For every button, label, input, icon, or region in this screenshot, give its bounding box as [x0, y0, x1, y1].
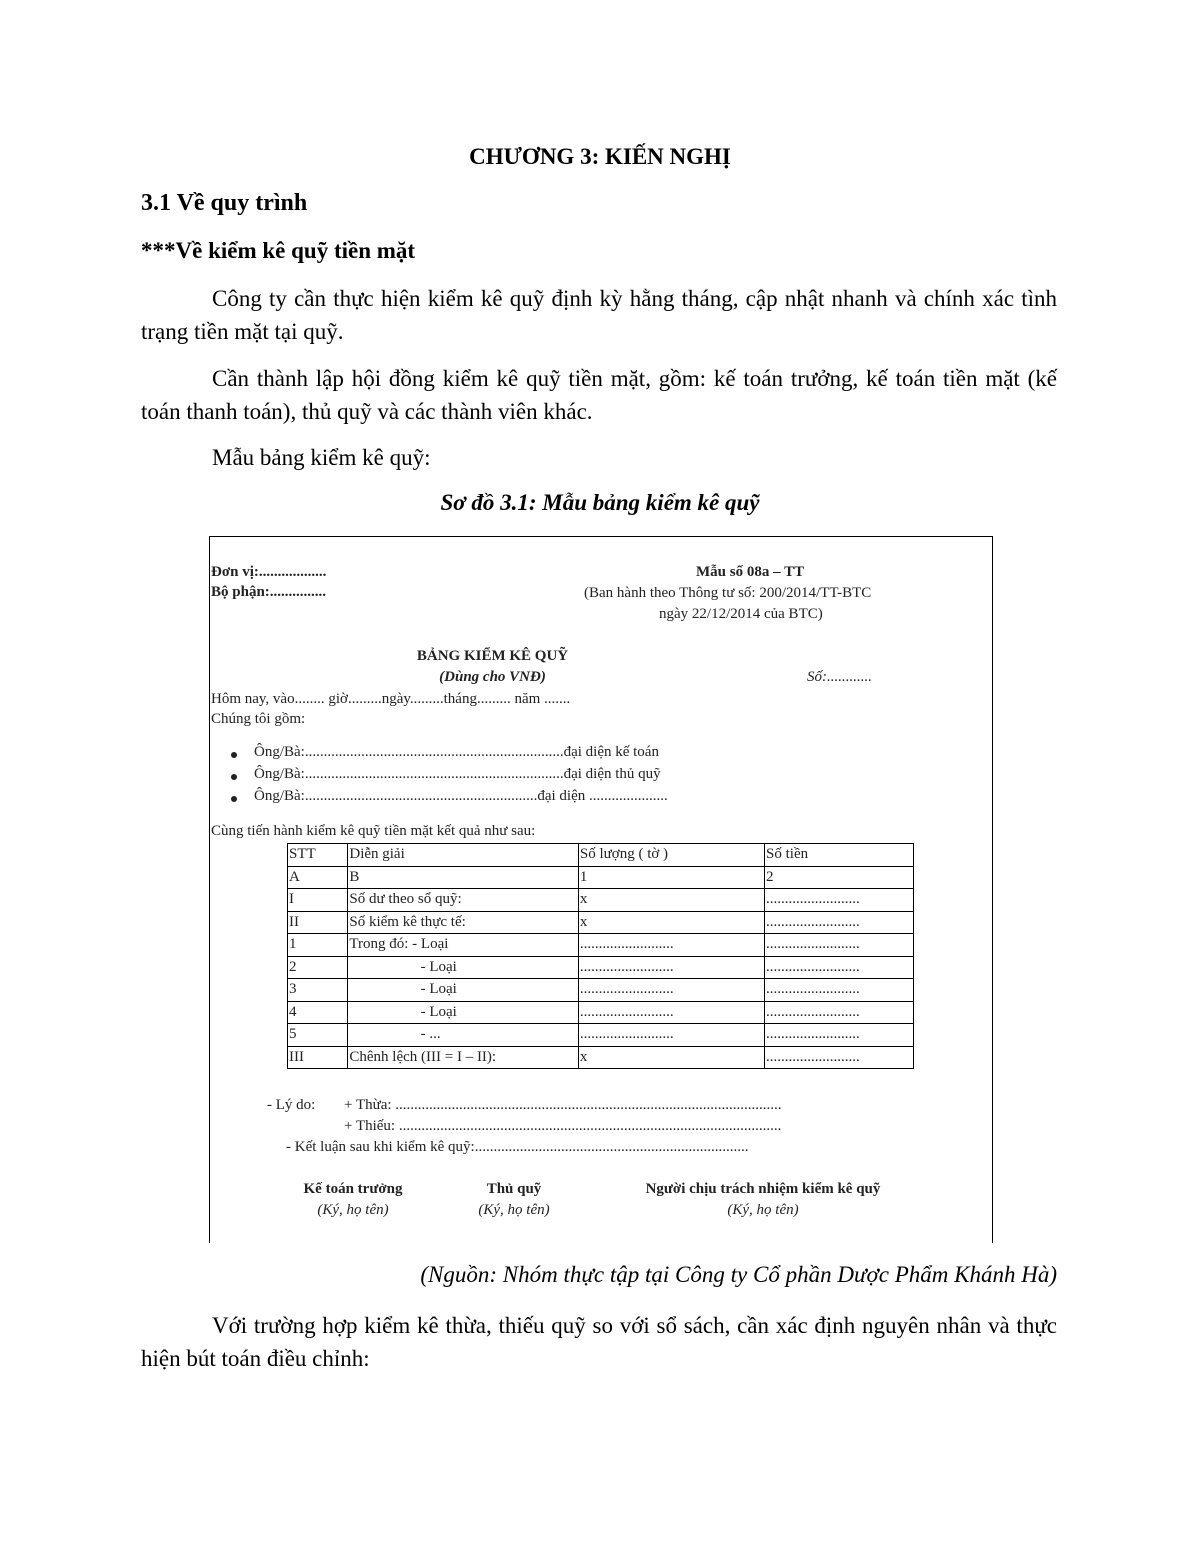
table-row	[288, 979, 914, 1002]
form-title: BẢNG KIỂM KÊ QUỸ	[416, 648, 569, 664]
form-reason-surplus: + Thừa: .......................................................................................................	[344, 1097, 782, 1113]
form-reason-label: - Lý do:	[267, 1097, 316, 1113]
table-cell: x	[578, 1046, 764, 1069]
form-serial-number: Số:............	[807, 669, 872, 685]
table-cell: 1	[578, 866, 764, 889]
form-issued-line-2: ngày 22/12/2014 của BTC)	[659, 606, 823, 622]
inventory-table	[287, 843, 914, 1069]
table-cell: III	[288, 1046, 348, 1069]
table-cell: 1	[288, 934, 348, 957]
table-cell: .........................	[578, 1024, 764, 1047]
table-cell: .........................	[765, 1046, 914, 1069]
table-cell: .........................	[765, 911, 914, 934]
table-cell: Trong đó: - Loại	[348, 934, 579, 957]
signature-title-cashier: Thủ quỹ	[486, 1181, 542, 1197]
table-cell: - ...	[348, 1024, 579, 1047]
table-cell: I	[288, 889, 348, 912]
table-cell: .........................	[765, 889, 914, 912]
closing-paragraph: Với trường hợp kiểm kê thừa, thiếu quỹ so với sổ sách, cần xác định nguyên nhân và thực hiện bút toán điều chỉnh:	[141, 1313, 1057, 1371]
table-cell: - Loại	[348, 979, 579, 1002]
signature-note: (Ký, họ tên)	[317, 1202, 389, 1218]
form-reason-shortage: + Thiếu: ......................................................................................................	[344, 1118, 782, 1134]
table-cell: A	[288, 866, 348, 889]
table-cell: 2	[765, 866, 914, 889]
table-cell: II	[288, 911, 348, 934]
form-unit: Đơn vị:..................	[211, 564, 327, 580]
table-cell: Số dư theo sổ quỹ:	[348, 889, 579, 912]
table-cell: Số kiểm kê thực tế:	[348, 911, 579, 934]
table-header-cell: Số lượng ( tờ )	[578, 844, 764, 867]
table-cell: .........................	[578, 956, 764, 979]
signature-title-chief-accountant: Kế toán trưởng	[303, 1181, 403, 1197]
form-subtitle: (Dùng cho VNĐ)	[439, 669, 546, 685]
paragraph-2: Cần thành lập hội đồng kiểm kê quỹ tiền mặt, gồm: kế toán trưởng, kế toán tiền mặt (kế toán thanh toán), thủ quỹ và các thành viên khác.	[141, 366, 1057, 424]
inventory-form	[209, 536, 993, 1243]
form-department: Bộ phận:...............	[211, 584, 327, 600]
form-issued-line-1: (Ban hành theo Thông tư số: 200/2014/TT-BTC	[584, 585, 872, 601]
table-cell: x	[578, 911, 764, 934]
table-cell: 4	[288, 1001, 348, 1024]
signature-note: (Ký, họ tên)	[478, 1202, 550, 1218]
table-cell: .........................	[765, 979, 914, 1002]
form-member-2: Ông/Bà:.....................................................................đại diện thủ quỹ	[254, 766, 661, 782]
diagram-title: Sơ đồ 3.1: Mẫu bảng kiểm kê quỹ	[440, 490, 760, 515]
bullet-icon	[231, 796, 237, 802]
table-header-cell: STT	[288, 844, 348, 867]
signature-title-inventory-officer: Người chịu trách nhiệm kiểm kê quỹ	[645, 1181, 881, 1197]
table-cell: .........................	[765, 934, 914, 957]
table-cell: Chênh lệch (III = I – II):	[348, 1046, 579, 1069]
table-header-row	[288, 844, 914, 867]
table-row	[288, 866, 914, 889]
subsection-title: ***Về kiểm kê quỹ tiền mặt	[141, 238, 416, 263]
table-row	[288, 1001, 914, 1024]
table-cell: .........................	[578, 1001, 764, 1024]
table-header-cell: Số tiền	[765, 844, 914, 867]
section-title: 3.1 Về quy trình	[141, 190, 308, 216]
paragraph-3: Mẫu bảng kiểm kê quỹ:	[212, 445, 431, 470]
table-cell: 3	[288, 979, 348, 1002]
form-result-intro: Cùng tiến hành kiểm kê quỹ tiền mặt kết quả như sau:	[211, 823, 536, 839]
table-cell: - Loại	[348, 1001, 579, 1024]
table-cell: 2	[288, 956, 348, 979]
source-caption: (Nguồn: Nhóm thực tập tại Công ty Cổ phần Dược Phẩm Khánh Hà)	[420, 1262, 1057, 1287]
table-cell: .........................	[765, 956, 914, 979]
table-row	[288, 911, 914, 934]
bullet-icon	[231, 774, 237, 780]
form-conclusion: - Kết luận sau khi kiểm kê quỹ:.........................................................................	[286, 1139, 749, 1155]
table-cell: x	[578, 889, 764, 912]
table-cell: B	[348, 866, 579, 889]
table-row	[288, 956, 914, 979]
chapter-title: CHƯƠNG 3: KIẾN NGHỊ	[469, 144, 731, 169]
table-cell: 5	[288, 1024, 348, 1047]
table-row	[288, 1024, 914, 1047]
paragraph-1: Công ty cần thực hiện kiểm kê quỹ định kỳ hằng tháng, cập nhật nhanh và chính xác tình trạng tiền mặt tại quỹ.	[141, 286, 1057, 344]
table-cell: .........................	[578, 934, 764, 957]
table-cell: .........................	[765, 1001, 914, 1024]
table-row	[288, 889, 914, 912]
form-date-line: Hôm nay, vào........ giờ.........ngày.........tháng......... năm .......	[211, 691, 571, 707]
table-cell: .........................	[765, 1024, 914, 1047]
table-cell: .........................	[578, 979, 764, 1002]
bullet-icon	[231, 752, 237, 758]
signature-note: (Ký, họ tên)	[727, 1202, 799, 1218]
form-member-1: Ông/Bà:.....................................................................đại diện kế toán	[254, 744, 659, 760]
table-row	[288, 1046, 914, 1069]
form-member-3: Ông/Bà:..............................................................đại diện .....................	[254, 788, 668, 804]
table-header-cell: Diễn giải	[348, 844, 579, 867]
form-number-code: Mẫu số 08a – TT	[696, 564, 805, 580]
form-members-intro: Chúng tôi gồm:	[211, 711, 306, 727]
table-row	[288, 934, 914, 957]
table-cell: - Loại	[348, 956, 579, 979]
